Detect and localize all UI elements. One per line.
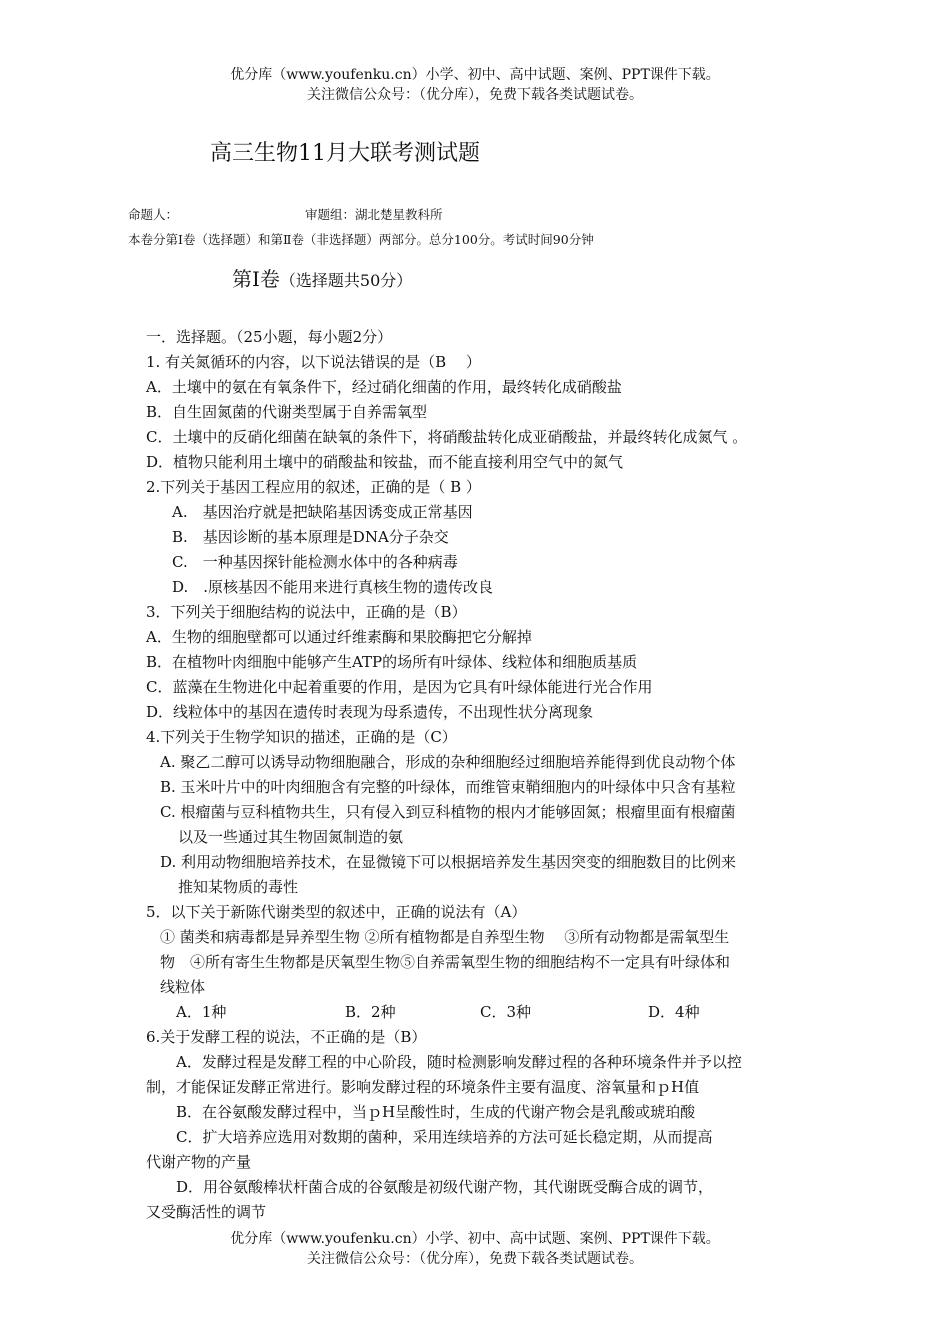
q6-option-c-line2: 代谢产物的产量 (146, 1153, 252, 1171)
q2-option-d: D. .原核基因不能用来进行真核生物的遗传改良 (172, 578, 494, 596)
header-line-1: 优分库（www.youfenku.cn）小学、初中、高中试题、案例、PPT课件下载。 (230, 67, 720, 83)
q2-option-b: B. 基因诊断的基本原理是DNA分子杂交 (172, 528, 449, 546)
part-heading: 一．选择题。（25小题，每小题2分） (146, 328, 393, 346)
q4-stem: 4.下列关于生物学知识的描述，正确的是（C） (146, 728, 457, 746)
q4-option-d-line2: 推知某物质的毒性 (178, 878, 299, 896)
q6-option-c-line1: C．扩大培养应选用对数期的菌种，采用连续培养的方法可延长稳定期，从而提高 (176, 1128, 713, 1146)
reviewer-label: 审题组：湖北楚星教科所 (305, 207, 443, 222)
q6-option-d-line1: D．用谷氨酸棒状杆菌合成的谷氨酸是初级代谢产物，其代谢既受酶合成的调节， (176, 1178, 714, 1196)
q1-option-b: B．自生固氮菌的代谢类型属于自养需氧型 (146, 403, 428, 421)
q5-option-d: D．4种 (648, 1003, 700, 1021)
q6-option-a-line1: A．发酵过程是发酵工程的中心阶段，随时检测影响发酵过程的各种环境条件并予以控 (176, 1053, 742, 1071)
q6-option-b: B．在谷氨酸发酵过程中，当ｐH呈酸性时，生成的代谢产物会是乳酸或琥珀酸 (176, 1103, 696, 1121)
q6-option-a-line2: 制，才能保证发酵正常进行。影响发酵过程的环境条件主要有温度、溶氧量和ｐH值 (146, 1078, 700, 1096)
footer-line-2: 关注微信公众号：（优分库），免费下载各类试题试卷。 (307, 1251, 643, 1267)
q4-option-c-line1: C. 根瘤菌与豆科植物共生，只有侵入到豆科植物的根内才能够固氮；根瘤里面有根瘤菌 (160, 803, 736, 821)
q5-stem: 5．以下关于新陈代谢类型的叙述中，正确的说法有（A） (146, 903, 527, 921)
q1-option-d: D．植物只能利用土壤中的硝酸盐和铵盐，而不能直接利用空气中的氮气 (146, 453, 624, 471)
q3-option-c: C．蓝藻在生物进化中起着重要的作用，是因为它具有叶绿体能进行光合作用 (146, 678, 653, 696)
q1-option-c: C．土壤中的反硝化细菌在缺氧的条件下，将硝酸盐转化成亚硝酸盐，并最终转化成氮气 。 (146, 428, 748, 446)
q5-statement-line3: 线粒体 (160, 978, 206, 996)
author-label: 命题人： (128, 207, 179, 222)
section-heading (232, 263, 412, 292)
q5-statement-line1: ① 菌类和病毒都是异养型生物 ②所有植物都是自养型生物 ③所有动物都是需氧型生 (160, 928, 730, 946)
q4-option-d-line1: D. 利用动物细胞培养技术，在显微镜下可以根据培养发生基因突变的细胞数目的比例来 (160, 853, 737, 871)
q4-option-c-line2: 以及一些通过其生物固氮制造的氨 (178, 828, 404, 846)
q5-option-b: B．2种 (345, 1003, 396, 1021)
q6-option-d-line2: 又受酶活性的调节 (146, 1203, 267, 1221)
q5-statement-line2: 物 ④所有寄生生物都是厌氧型生物⑤自养需氧型生物的细胞结构不一定具有叶绿体和 (160, 953, 731, 971)
q6-stem: 6.关于发酵工程的说法，不正确的是（B） (146, 1028, 427, 1046)
q1-stem: 1. 有关氮循环的内容，以下说法错误的是（B ） (146, 353, 481, 371)
header-line-2: 关注微信公众号：（优分库），免费下载各类试题试卷。 (307, 87, 643, 103)
q3-stem: 3．下列关于细胞结构的说法中，正确的是（B） (146, 603, 467, 621)
q2-stem: 2.下列关于基因工程应用的叙述，正确的是（ B ） (146, 478, 481, 496)
q5-option-c: C．3种 (480, 1003, 532, 1021)
q4-option-a: A. 聚乙二醇可以诱导动物细胞融合，形成的杂种细胞经过细胞培养能得到优良动物个体 (160, 753, 736, 771)
q4-option-b: B. 玉米叶片中的叶肉细胞含有完整的叶绿体，而维管束鞘细胞内的叶绿体中只含有基粒 (160, 778, 736, 796)
q5-option-a: A．1种 (176, 1003, 227, 1021)
q2-option-a: A. 基因治疗就是把缺陷基因诱变成正常基因 (172, 503, 473, 521)
page-title: 高三生物11月大联考测试题 (210, 141, 480, 166)
q3-option-b: B．在植物叶肉细胞中能够产生ATP的场所有叶绿体、线粒体和细胞质基质 (146, 653, 638, 671)
q1-option-a: A．土壤中的氨在有氧条件下，经过硝化细菌的作用，最终转化成硝酸盐 (146, 378, 622, 396)
section-sub: （选择题共50分） (279, 271, 413, 290)
q3-option-a: A．生物的细胞壁都可以通过纤维素酶和果胶酶把它分解掉 (146, 628, 532, 646)
footer-line-1: 优分库（www.youfenku.cn）小学、初中、高中试题、案例、PPT课件下载。 (230, 1231, 720, 1247)
exam-info: 本卷分第Ⅰ卷（选择题）和第Ⅱ卷（非选择题）两部分。总分100分。考试时间90分钟 (128, 232, 594, 247)
section-main: 第Ⅰ卷 (232, 267, 280, 291)
q2-option-c: C. 一种基因探针能检测水体中的各种病毒 (172, 553, 458, 571)
q3-option-d: D．线粒体中的基因在遗传时表现为母系遗传，不出现性状分离现象 (146, 703, 594, 721)
